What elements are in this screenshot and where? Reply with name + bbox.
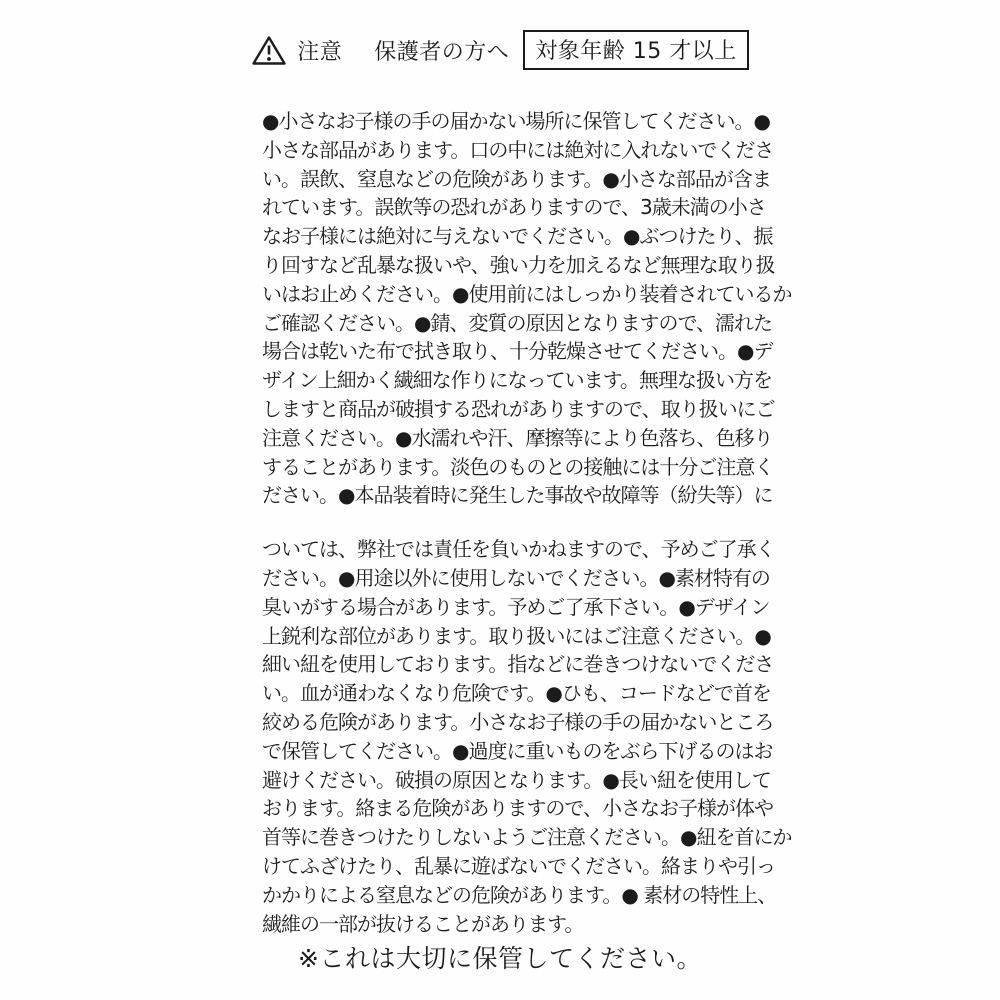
text-line: 場合は乾いた布で拭き取り、十分乾燥させてください。●デ: [262, 339, 773, 364]
text-line: い。誤飲、窒息などの危険があります。●小さな部品が含ま: [262, 166, 771, 191]
caution-label: 注意: [297, 39, 343, 65]
warning-triangle-icon: [251, 35, 287, 66]
text-line: かかりによる窒息などの危険があります。● 素材の特性上、: [262, 882, 777, 907]
text-line: 上鋭利な部位があります。取り扱いにはご注意ください。●: [262, 623, 771, 648]
text-line: しますと商品が破損する恐れがありますので、取り扱いにご: [262, 396, 775, 421]
warning-paragraph-2: [262, 535, 792, 938]
text-line: 首等に巻きつけたりしないようご注意ください。●紐を首にか: [262, 825, 792, 850]
text-line: い。血が通わなくなり危険です。●ひも、コードなどで首を: [262, 681, 771, 706]
text-line: いはお止めください。●使用前にはしっかり装着されているか: [262, 281, 792, 306]
text-line: ご確認ください。●錆、変質の原因となりますので、濡れた: [262, 310, 773, 335]
warning-paragraph-1: [262, 107, 792, 510]
text-line: れています。誤飲等の恐れがありますので、3歳未満の小さ: [262, 195, 766, 220]
text-line: り回すなど乱暴な扱いや、強い力を加えるなど無理な取り扱: [262, 252, 775, 277]
storage-note: ※これは大切に保管してください。: [298, 944, 702, 973]
text-line: で保管してください。●過度に重いものをぶら下げるのはお: [262, 738, 773, 763]
text-line: 絞める危険があります。小さなお子様の手の届かないところ: [262, 709, 774, 734]
text-line: ザイン上細かく繊細な作りになっています。無理な扱い方を: [262, 368, 772, 393]
text-line: 注意ください。●水濡れや汗、摩擦等により色落ち、色移り: [262, 425, 773, 450]
text-line: ついては、弊社では責任を負いかねますので、予めご了承く: [262, 537, 775, 562]
text-line: することがあります。淡色のものとの接触には十分ご注意く: [262, 454, 774, 479]
text-line: なお子様には絶対に与えないでください。●ぶつけたり、振: [262, 224, 773, 249]
text-line: 避けください。破損の原因となります。●長い紐を使用して: [262, 767, 771, 792]
text-line: 細い紐を使用しております。指などに巻きつけないでくださ: [262, 652, 774, 677]
text-line: おります。絡まる危険がありますので、小さなお子様が体や: [262, 796, 773, 821]
text-line: ●小さなお子様の手の届かない場所に保管してください。●: [262, 109, 770, 133]
text-line: ださい。●本品装着時に発生した事故や故障等（紛失等）に: [262, 483, 773, 508]
text-line: ださい。●用途以外に使用しないでください。●素材特有の: [262, 565, 770, 590]
text-line: 小さな部品があります。口の中には絶対に入れないでくださ: [262, 137, 774, 162]
warning-text-block: [262, 107, 792, 938]
audience-label: 保護者の方へ: [374, 39, 510, 65]
header: [0, 30, 1000, 70]
text-line: 繊維の一部が抜けることがあります。: [262, 911, 584, 936]
age-restriction-box: 対象年齢 15 才以上: [523, 30, 748, 70]
text-line: けてふざけたり、乱暴に遊ばないでください。絡まりや引っ: [262, 853, 775, 878]
text-line: 臭いがする場合があります。予めご了承下さい。●デザイン: [262, 594, 770, 619]
